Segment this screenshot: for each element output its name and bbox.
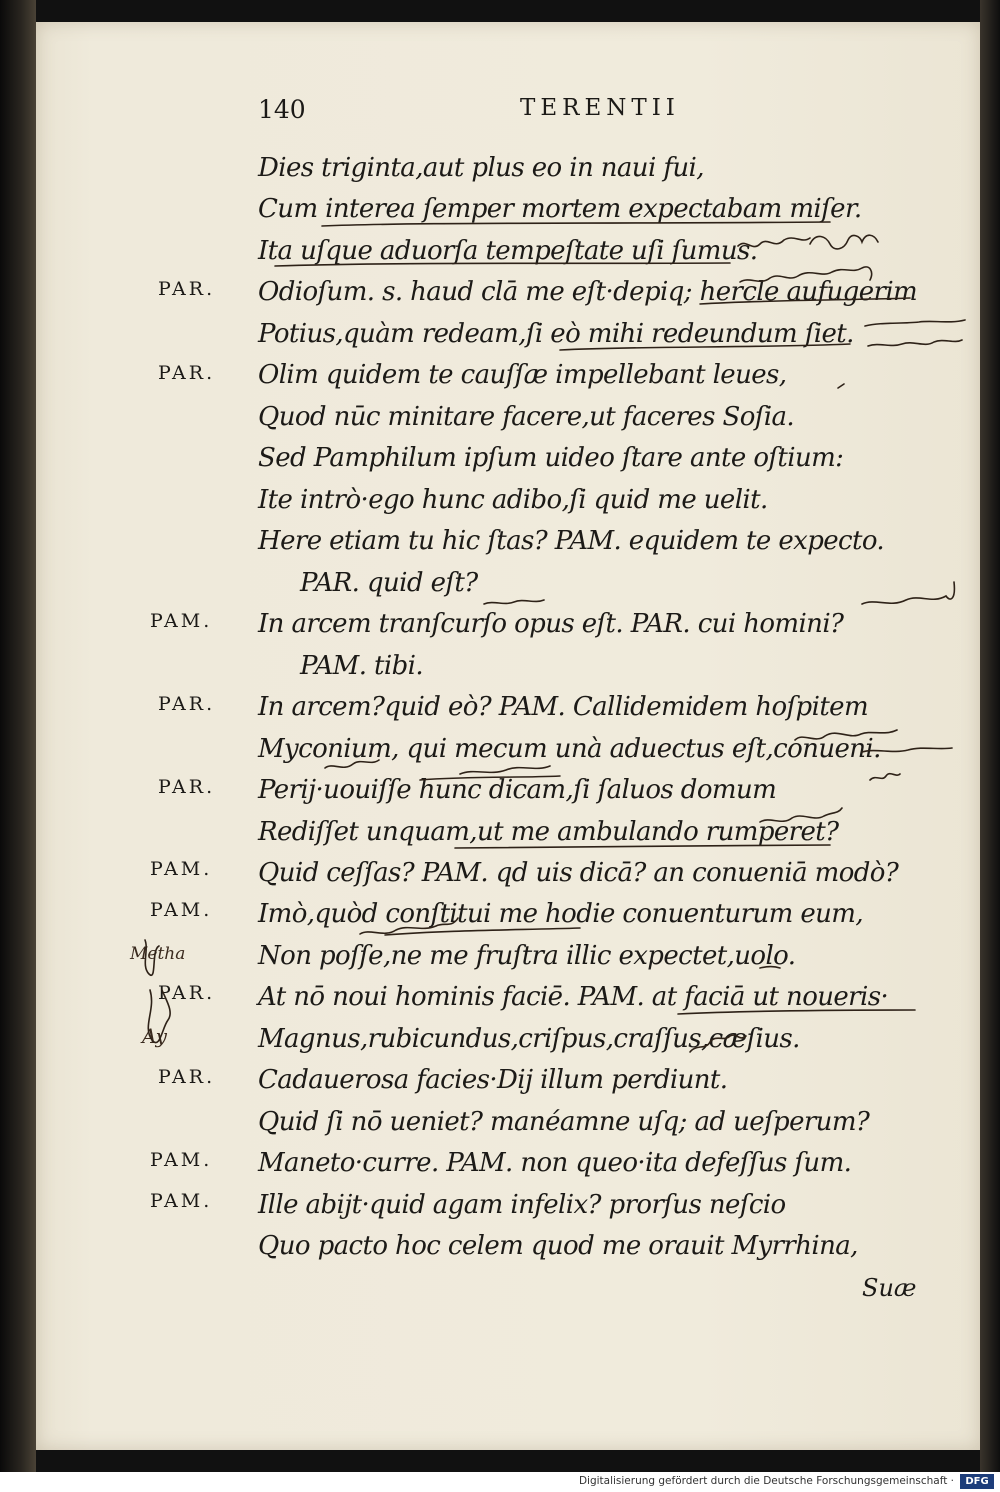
verse-line: Maneto·curre. PAM. non queo·ita defeſſus ſum. xyxy=(258,1148,852,1178)
verse-line: In arcem?quid eò? PAM. Callidemidem hoſpitem xyxy=(258,692,869,722)
verse-line: At nō noui hominis faciē. PAM. at faciā ut noueris· xyxy=(258,982,889,1012)
speaker-label: PAM. xyxy=(150,1149,213,1171)
speaker-label: PAR. xyxy=(158,362,216,384)
funding-credit: Digitalisierung gefördert durch die Deutsche Forschungsgemeinschaft · xyxy=(578,1475,954,1487)
verse-line: Potius,quàm redeam,ſi eò mihi redeundum ſiet. xyxy=(258,319,854,349)
verse-line: Odioſum. s. haud clā me eſt·depiq; hercle aufugerim xyxy=(258,277,918,307)
page-number: 140 xyxy=(258,95,306,124)
verse-line: Magnus,rubicundus,criſpus,craſſus,cæſius. xyxy=(258,1024,800,1054)
verse-line: Ille abijt·quid agam infelix? prorſus neſcio xyxy=(258,1190,786,1220)
verse-line: Olim quidem te cauſſæ impellebant leues, xyxy=(258,360,787,390)
speaker-label: PAM. xyxy=(150,858,213,880)
verse-line: Sed Pamphilum ipſum uideo ſtare ante oſtium: xyxy=(258,443,844,473)
verse-line: Here etiam tu hic ſtas? PAM. equidem te expecto. xyxy=(258,526,885,556)
speaker-label: PAR. xyxy=(158,982,216,1004)
speaker-label: PAM. xyxy=(150,899,213,921)
speaker-label: PAM. xyxy=(150,610,213,632)
verse-line: Cadauerosa facies·Dij illum perdiunt. xyxy=(258,1065,728,1095)
verse-line: Quod nūc minitare facere,ut faceres Soſia. xyxy=(258,402,795,432)
speaker-label: PAR. xyxy=(158,776,216,798)
verse-line: PAM. tibi. xyxy=(300,651,424,681)
speaker-label: PAR. xyxy=(158,693,216,715)
dfg-logo: DFG xyxy=(960,1474,994,1489)
verse-line: Quid ſi nō ueniet? manéamne uſq; ad ueſperum? xyxy=(258,1107,870,1137)
verse-line: Quid ceſſas? PAM. qd uis dicā? an conueniā modò? xyxy=(258,858,899,888)
verse-line: Non poſſe,ne me fruſtra illic expectet,uolo. xyxy=(258,941,796,971)
verse-line: PAR. quid eſt? xyxy=(300,568,478,598)
verse-line: Quo pacto hoc celem quod me orauit Myrrhina, xyxy=(258,1231,858,1261)
marginal-note: Ay xyxy=(142,1024,167,1048)
marginal-note: Metha xyxy=(130,944,186,964)
book-spine-shadow xyxy=(0,0,36,1472)
verse-line: Dies triginta,aut plus eo in naui fui, xyxy=(258,153,704,183)
verse-line: Imò,quòd conſtitui me hodie conuenturum eum, xyxy=(258,899,864,929)
speaker-label: PAR. xyxy=(158,1066,216,1088)
page-edge-shadow xyxy=(980,0,1000,1472)
verse-line: Myconium, qui mecum unà aduectus eſt,conueni. xyxy=(258,734,881,764)
verse-line: Ita uſque aduorſa tempeſtate uſi ſumus. xyxy=(258,236,758,266)
speaker-label: PAR. xyxy=(158,278,216,300)
verse-line: Rediſſet unquam,ut me ambulando rumperet? xyxy=(258,817,839,847)
verse-line: Ite intrò·ego hunc adibo,ſi quid me uelit. xyxy=(258,485,768,515)
verse-line: Perij·uouiſſe hunc dicam,ſi ſaluos domum xyxy=(258,775,777,805)
speaker-label: PAM. xyxy=(150,1190,213,1212)
verse-line: In arcem tranſcurſo opus eſt. PAR. cui homini? xyxy=(258,609,844,639)
running-title: TERENTII xyxy=(520,95,680,121)
verse-line: Cum interea ſemper mortem expectabam miſer. xyxy=(258,194,862,224)
catchword: Suæ xyxy=(862,1274,917,1302)
